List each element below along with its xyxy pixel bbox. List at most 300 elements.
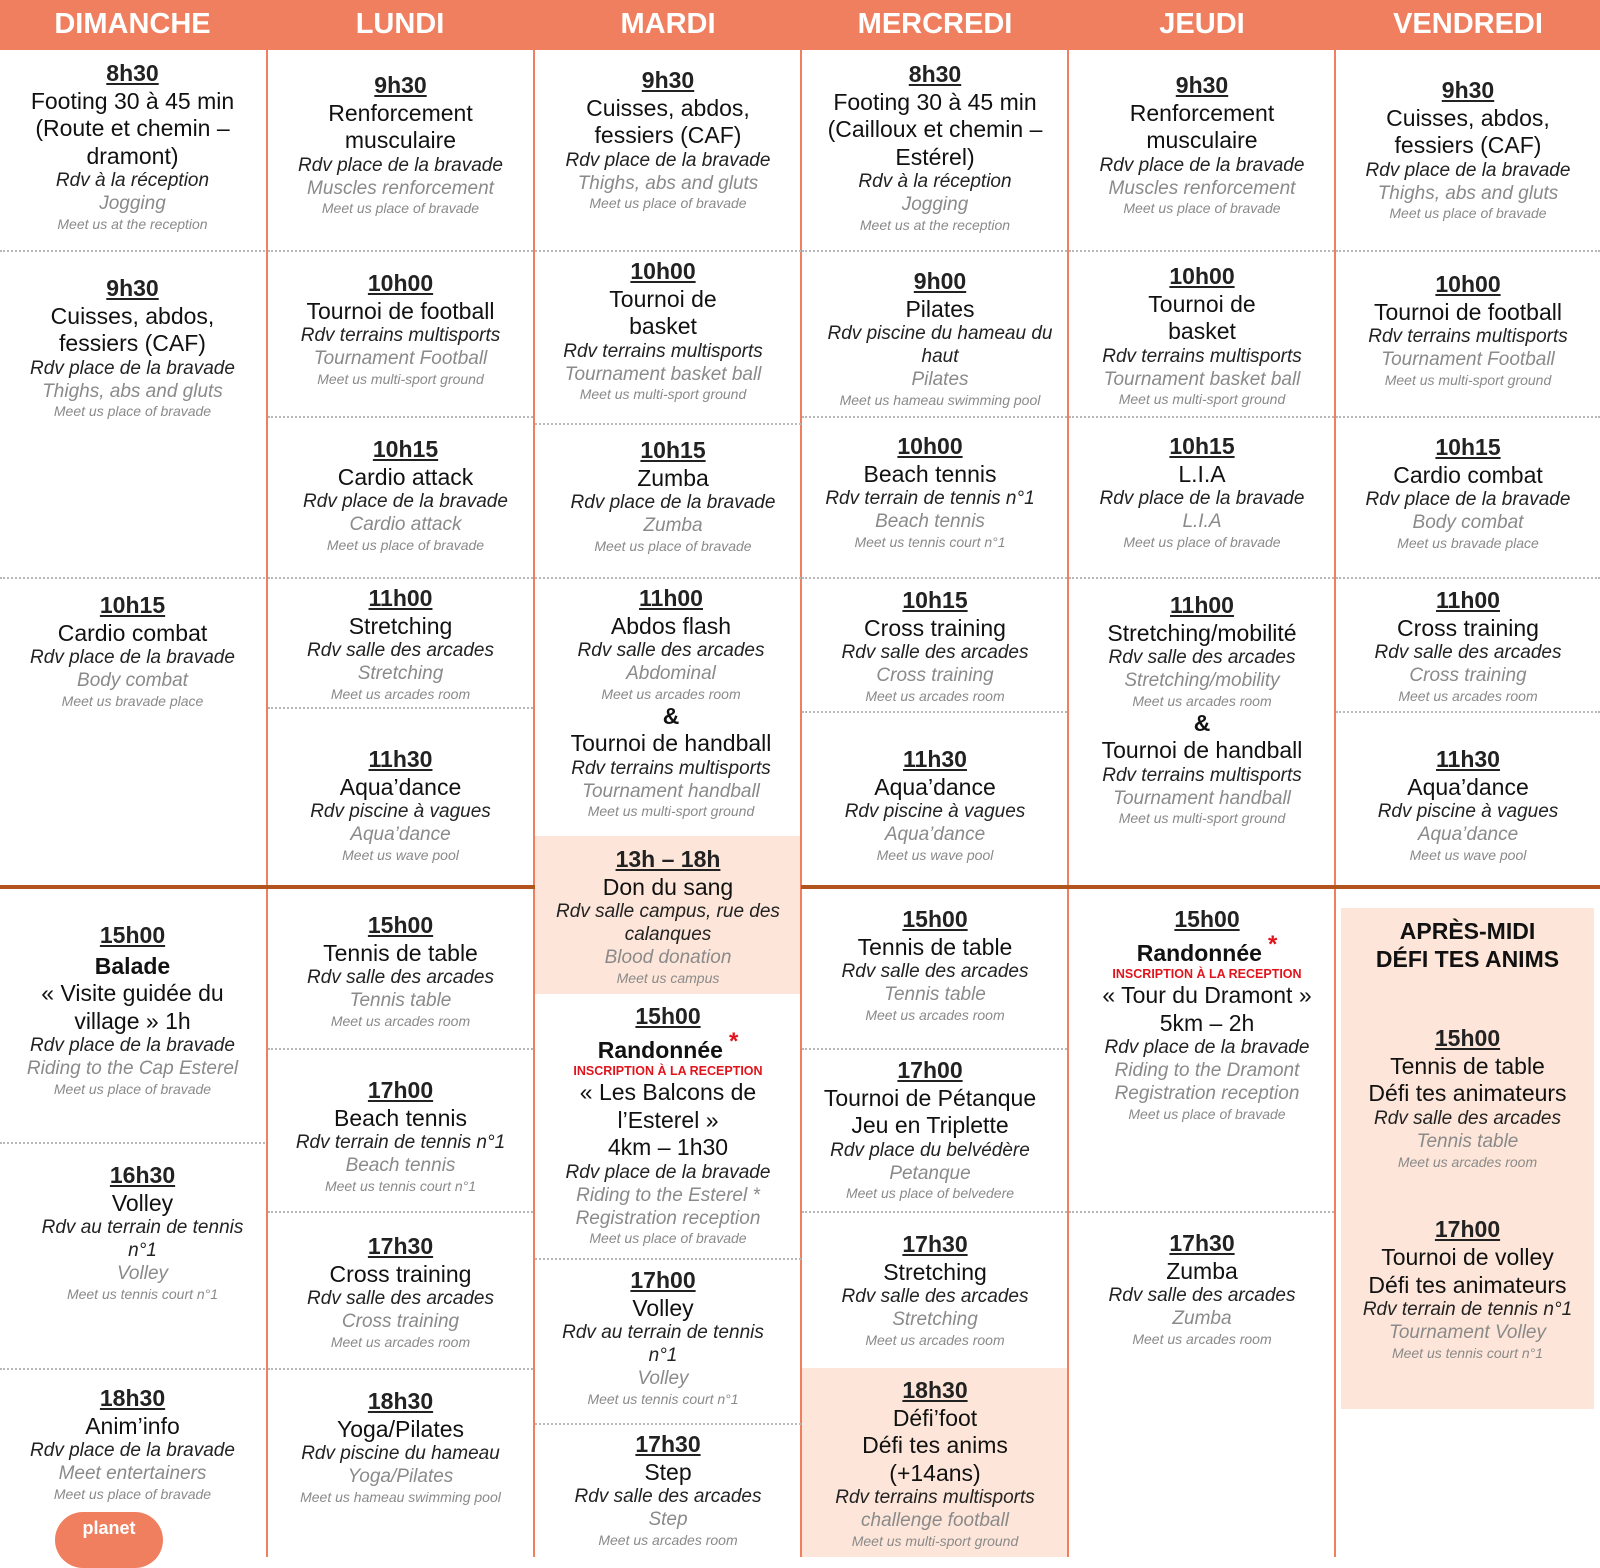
event-title-line: « Les Balcons de	[579, 1079, 757, 1106]
event-meet: Meet us wave pool	[1409, 846, 1527, 863]
event-meet: Meet us place of bravade	[1389, 205, 1547, 222]
event-title-text: Randonnée	[1136, 939, 1262, 966]
event-title: Stretching	[348, 612, 453, 639]
event-english: Aqua’dance	[1417, 823, 1519, 845]
event-english: Body combat	[1412, 511, 1524, 533]
event-english: Tournament Football	[313, 347, 488, 369]
event-rdv-line: n°1	[648, 1344, 678, 1366]
event-time: 17h30	[902, 1231, 968, 1257]
event-title: Aqua’dance	[874, 773, 996, 800]
row-divider	[0, 250, 265, 252]
event-meet: Meet us place of bravade	[1128, 1105, 1286, 1122]
event-meet: Meet us arcades room	[865, 1006, 1005, 1023]
event-english: Thighs, abs and gluts	[1377, 182, 1559, 204]
event-title: Tournoi de handball	[570, 730, 772, 757]
event-meet: Meet us campus	[616, 969, 720, 986]
row-divider	[1069, 250, 1334, 252]
event-english: Tennis table	[884, 983, 986, 1005]
event-cross-training	[802, 587, 1068, 705]
event-title: Volley	[632, 1294, 694, 1321]
event-time: 17h00	[630, 1267, 696, 1293]
day-header-lundi: LUNDI	[355, 8, 445, 40]
event-english: Beach tennis	[875, 510, 985, 532]
row-divider	[268, 577, 533, 579]
event-rdv: Rdv piscine du hameau du	[827, 323, 1053, 345]
event-rdv: Rdv piscine à vagues	[844, 801, 1026, 823]
event-cross-training	[268, 1233, 533, 1351]
event-english: Zumba	[1172, 1307, 1232, 1329]
event-title: L.I.A	[1178, 460, 1226, 487]
event-title: Aqua’dance	[1407, 773, 1529, 800]
event-title: Beach tennis	[863, 460, 997, 487]
event-english: Cross training	[1409, 664, 1527, 686]
event-rdv: Rdv salle des arcades	[1374, 1107, 1561, 1129]
event-time: 9h30	[106, 275, 159, 301]
event-english: Zumba	[643, 514, 703, 536]
event-title: Tournoi de football	[1374, 298, 1562, 325]
event-title: Cross training	[1397, 614, 1539, 641]
event-english: Beach tennis	[345, 1154, 456, 1176]
event-time: 17h30	[367, 1233, 434, 1259]
event-stretching	[802, 1231, 1068, 1349]
event-english: Registration reception	[1114, 1082, 1300, 1104]
day-header-jeudi: JEUDI	[1159, 8, 1245, 40]
event-tennis-table	[802, 906, 1068, 1024]
event-time: 10h15	[1169, 433, 1235, 459]
inscription-notice: INSCRIPTION À LA RECEPTION	[1112, 967, 1302, 982]
event-english: Pilates	[911, 368, 969, 390]
event-rdv: Rdv place de la bravade	[303, 491, 508, 513]
event-rdv: Rdv place de la bravade	[1104, 1037, 1310, 1059]
event-meet: Meet us place of bravade	[53, 1080, 212, 1097]
event-time: 10h15	[99, 592, 166, 618]
event-time: 8h30	[908, 61, 962, 87]
event-rdv: Rdv salle des arcades	[307, 967, 494, 989]
event-meet: Meet us arcades room	[1398, 687, 1538, 704]
event-title: Cross training	[329, 1260, 472, 1287]
event-title-line: (Cailloux et chemin –	[827, 116, 1043, 143]
event-rdv: Rdv terrain de tennis n°1	[295, 1132, 506, 1154]
event-renforcement	[268, 72, 533, 217]
event-cardio-combat	[0, 592, 265, 710]
event-beach-tennis	[797, 433, 1063, 551]
event-stretching	[268, 585, 533, 703]
event-title: Tennis de table	[323, 939, 478, 966]
event-volley	[530, 1267, 796, 1407]
event-rdv: Rdv place de la bravade	[30, 357, 235, 379]
event-don-du-sang	[535, 846, 801, 986]
event-title: Yoga/Pilates	[336, 1415, 465, 1442]
row-divider	[535, 1258, 801, 1260]
event-randonnee	[1074, 906, 1340, 1123]
event-rdv: Rdv salle des arcades	[841, 961, 1029, 983]
event-defi-anims	[1341, 918, 1594, 1362]
event-english: Tennis table	[349, 989, 452, 1011]
event-english: Volley	[637, 1367, 689, 1389]
event-step	[535, 1431, 801, 1549]
event-title-line: Défi tes animateurs	[1368, 1271, 1567, 1298]
event-rdv: Rdv place de la bravade	[1099, 488, 1305, 510]
event-lia	[1069, 433, 1335, 551]
event-english: Stretching	[892, 1308, 978, 1330]
row-divider	[268, 250, 533, 252]
event-caf	[1336, 77, 1600, 222]
event-english: L.I.A	[1182, 510, 1222, 532]
event-english: Tournament handball	[1113, 787, 1291, 809]
event-time: 15h00	[99, 922, 166, 948]
event-time: 11h00	[1170, 592, 1234, 618]
row-divider	[535, 1423, 801, 1425]
event-title: Tennis de table	[1390, 1052, 1545, 1079]
event-title-line: Jeu en Triplette	[851, 1112, 1009, 1139]
event-time: 10h00	[1169, 263, 1235, 289]
event-title: Tournoi de handball	[1101, 737, 1303, 764]
event-meet: Meet us place of bravade	[53, 403, 212, 420]
day-header-vendredi: VENDREDI	[1393, 8, 1543, 40]
event-meet: Meet us multi-sport ground	[587, 803, 755, 820]
event-time: 11h00	[1436, 587, 1500, 613]
event-title-line: fessiers (CAF)	[59, 330, 206, 357]
event-title-line: Défi tes animateurs	[1368, 1080, 1567, 1107]
event-aqua-dance	[268, 746, 533, 864]
row-divider	[0, 1142, 265, 1144]
event-meet: Meet us at the reception	[57, 215, 208, 232]
event-english: challenge football	[861, 1510, 1009, 1532]
row-divider	[268, 707, 533, 709]
event-meet: Meet us arcades room	[1397, 1153, 1538, 1170]
event-meet: Meet us multi-sport ground	[1118, 391, 1286, 408]
event-meet: Meet us tennis court n°1	[854, 533, 1006, 550]
section-heading: DÉFI TES ANIMS	[1375, 945, 1560, 972]
event-rdv: Rdv terrains multisports	[1368, 326, 1568, 348]
event-caf	[535, 67, 801, 212]
row-divider	[1336, 577, 1600, 579]
event-time: 11h30	[903, 746, 967, 772]
event-english: Tournament Football	[1381, 348, 1555, 370]
event-aqua-dance	[1336, 746, 1600, 864]
event-english: Cross training	[876, 664, 994, 686]
event-time: 15h00	[1174, 906, 1240, 932]
event-rdv: Rdv salle des arcades	[841, 1286, 1029, 1308]
event-time: 16h30	[109, 1162, 176, 1188]
event-title-line: (Route et chemin –	[35, 115, 230, 142]
event-title: Défi’foot	[892, 1404, 978, 1431]
event-time: 11h00	[368, 585, 433, 611]
event-meet: Meet us arcades room	[598, 1531, 738, 1548]
event-title: Aqua’dance	[339, 773, 462, 800]
event-meet: Meet us wave pool	[342, 846, 459, 863]
event-anim-info	[0, 1385, 265, 1503]
event-rdv: Rdv à la réception	[55, 170, 210, 192]
event-english: Tournament handball	[582, 780, 760, 802]
event-meet: Meet us tennis court n°1	[324, 1177, 477, 1194]
event-meet: Meet us multi-sport ground	[851, 1532, 1019, 1549]
event-cardio-attack	[273, 436, 538, 554]
event-time: 10h00	[1435, 271, 1501, 297]
event-meet: Meet us multi-sport ground	[579, 386, 747, 403]
event-zumba	[1069, 1230, 1335, 1348]
event-english: Tournament basket ball	[1103, 368, 1301, 390]
event-time: 11h30	[1436, 746, 1500, 772]
event-english: Cross training	[341, 1310, 460, 1332]
event-english: Muscles renforcement	[1108, 177, 1296, 199]
event-title: Cuisses, abdos,	[586, 94, 750, 121]
event-title: Tournoi de	[1148, 290, 1256, 317]
event-rdv: Rdv salle des arcades	[841, 642, 1029, 664]
asterisk-icon: *	[1267, 930, 1278, 958]
event-rdv: Rdv terrains multisports	[571, 757, 771, 779]
event-abdos-handball	[538, 585, 804, 820]
event-caf	[0, 275, 265, 420]
event-meet: Meet us place of bravade	[1123, 200, 1281, 217]
event-meet: Meet us arcades room	[865, 1331, 1005, 1348]
event-time: 9h00	[913, 268, 967, 294]
row-divider	[535, 250, 801, 252]
event-time: 9h30	[1175, 72, 1229, 98]
event-title: Tournoi de Pétanque	[823, 1084, 1037, 1111]
event-title: Balade	[94, 952, 171, 979]
event-time: 17h00	[1434, 1216, 1501, 1243]
event-title: Cardio combat	[1393, 461, 1543, 488]
event-title: Renforcement	[1129, 99, 1275, 126]
event-title: Tennis de table	[857, 933, 1013, 960]
row-divider	[1069, 1211, 1334, 1213]
row-divider	[268, 416, 533, 418]
event-time: 17h00	[367, 1077, 434, 1103]
event-english: Stretching	[357, 662, 444, 684]
row-divider	[268, 1048, 533, 1050]
event-english: Registration reception	[575, 1207, 761, 1229]
day-header-mardi: MARDI	[620, 8, 716, 40]
event-footing	[802, 61, 1068, 234]
event-meet: Meet us place of bravade	[589, 195, 747, 212]
ampersand: &	[662, 702, 680, 729]
row-divider	[1336, 250, 1600, 252]
row-divider	[802, 1211, 1067, 1213]
event-english: Body combat	[77, 669, 188, 691]
event-time: 10h15	[372, 436, 439, 462]
event-meet: Meet us arcades room	[1132, 692, 1272, 709]
event-title-line: dramont)	[86, 142, 179, 169]
event-title-line: l’Esterel »	[617, 1106, 719, 1133]
event-title: Cardio attack	[337, 463, 474, 490]
event-rdv: Rdv à la réception	[858, 171, 1012, 193]
row-divider	[802, 250, 1067, 252]
event-title: Cuisses, abdos,	[50, 302, 215, 329]
event-time: 15h00	[635, 1003, 701, 1029]
row-divider	[1069, 577, 1334, 579]
row-divider	[535, 423, 801, 425]
event-rdv: Rdv place de la bravade	[1365, 489, 1571, 511]
event-renforcement	[1069, 72, 1335, 217]
event-title-text: Randonnée	[597, 1036, 723, 1063]
event-pilates	[807, 268, 1073, 408]
day-header-mercredi: MERCREDI	[857, 8, 1013, 40]
event-meet: Meet us arcades room	[330, 685, 471, 702]
event-footing	[0, 60, 265, 233]
event-meet: Meet us tennis court n°1	[66, 1285, 219, 1302]
event-time: 17h30	[635, 1431, 701, 1457]
event-meet: Meet us tennis court n°1	[587, 1390, 739, 1407]
event-rdv: Rdv salle des arcades	[574, 1486, 762, 1508]
event-randonnee	[535, 1003, 801, 1247]
event-petanque	[797, 1057, 1063, 1202]
event-meet: Meet us tennis court n°1	[1391, 1344, 1544, 1361]
event-rdv: Rdv place de la bravade	[30, 1440, 235, 1462]
event-rdv: Rdv salle des arcades	[1108, 647, 1296, 669]
event-title: Tournoi de	[609, 285, 717, 312]
event-title-line: fessiers (CAF)	[594, 122, 742, 149]
event-title: Zumba	[637, 464, 709, 491]
event-yoga-pilates	[268, 1388, 533, 1506]
event-title-line: village » 1h	[74, 1007, 191, 1034]
event-title: Tournoi de volley	[1381, 1243, 1554, 1270]
event-english: Blood donation	[604, 946, 732, 968]
event-rdv: Rdv place de la bravade	[1365, 159, 1571, 181]
event-rdv: Rdv au terrain de tennis	[562, 1322, 764, 1344]
row-divider	[1069, 416, 1334, 418]
event-rdv: Rdv place de la bravade	[298, 154, 503, 176]
event-time: 15h00	[367, 912, 434, 938]
event-title: Pilates	[905, 295, 975, 322]
event-english: Yoga/Pilates	[347, 1465, 454, 1487]
event-rdv: Rdv salle campus, rue des	[556, 901, 780, 923]
row-divider	[0, 1368, 265, 1370]
event-title: Footing 30 à 45 min	[833, 88, 1037, 115]
event-time: 9h30	[641, 67, 695, 93]
planet-logo-text: planet	[82, 1518, 136, 1538]
ampersand: &	[1193, 709, 1211, 736]
event-title: Tournoi de football	[306, 297, 495, 324]
event-rdv: Rdv piscine du hameau	[301, 1443, 500, 1465]
event-rdv: Rdv salle des arcades	[1108, 1285, 1296, 1307]
event-rdv-line: haut	[921, 345, 959, 367]
event-english: Stretching/mobility	[1124, 669, 1280, 691]
event-duration: 5km – 2h	[1159, 1009, 1255, 1036]
event-meet: Meet us place of bravade	[594, 537, 752, 554]
event-title: Don du sang	[602, 873, 734, 900]
event-time: 10h15	[1435, 434, 1501, 460]
event-title-line: (+14ans)	[889, 1459, 981, 1486]
event-rdv: Rdv terrain de tennis n°1	[1362, 1299, 1573, 1321]
event-rdv: Rdv terrains multisports	[1102, 764, 1302, 786]
event-meet: Meet us bravade place	[61, 692, 204, 709]
row-divider	[0, 577, 265, 579]
event-rdv: Rdv salle des arcades	[307, 1288, 494, 1310]
event-defi-foot	[802, 1377, 1068, 1550]
event-meet: Meet us place of bravade	[326, 536, 485, 553]
event-english: Step	[648, 1508, 688, 1530]
event-english: Thighs, abs and gluts	[42, 380, 223, 402]
event-time: 15h00	[1434, 1025, 1501, 1052]
event-title-line: « Tour du Dramont »	[1102, 982, 1312, 1009]
event-zumba	[540, 437, 806, 555]
event-aqua-dance	[802, 746, 1068, 864]
event-time: 13h – 18h	[615, 846, 721, 872]
event-english: Jogging	[901, 194, 969, 216]
event-english: Aqua’dance	[350, 823, 451, 845]
event-time: 9h30	[1441, 77, 1495, 103]
event-english: Riding to the Dramont	[1114, 1060, 1300, 1082]
event-time: 11h00	[639, 585, 703, 611]
event-title: Volley	[111, 1189, 174, 1216]
event-time: 8h30	[106, 60, 159, 86]
event-time: 17h00	[897, 1057, 963, 1083]
event-english: Volley	[116, 1262, 169, 1284]
event-meet: Meet us place of belvedere	[845, 1185, 1015, 1202]
row-divider	[268, 1368, 533, 1370]
event-rdv: Rdv terrains multisports	[563, 340, 763, 362]
event-time: 9h30	[374, 72, 427, 98]
event-rdv: Rdv terrains multisports	[1102, 345, 1302, 367]
event-meet: Meet us place of bravade	[589, 1230, 747, 1247]
event-time: 10h00	[897, 433, 963, 459]
event-rdv: Rdv place du belvédère	[830, 1139, 1030, 1161]
event-meet: Meet us arcades room	[601, 685, 741, 702]
event-rdv: Rdv piscine à vagues	[310, 801, 491, 823]
asterisk-icon: *	[728, 1027, 739, 1055]
event-time: 10h00	[630, 258, 696, 284]
event-time: 10h15	[902, 587, 968, 613]
section-heading: APRÈS-MIDI	[1399, 918, 1536, 944]
event-english: Riding to the Esterel *	[576, 1184, 760, 1206]
event-title-line: basket	[629, 313, 697, 340]
event-rdv: Rdv salle des arcades	[307, 640, 494, 662]
event-duration: 4km – 1h30	[607, 1134, 729, 1161]
event-time: 10h15	[640, 437, 706, 463]
event-english: Thighs, abs and gluts	[577, 172, 759, 194]
event-rdv-line: n°1	[128, 1239, 157, 1261]
event-rdv: Rdv terrains multisports	[300, 325, 501, 347]
event-time: 18h30	[902, 1377, 968, 1403]
row-divider	[1336, 416, 1600, 418]
event-meet: Meet us place of bravade	[53, 1485, 212, 1502]
event-basket	[530, 258, 796, 403]
event-english: Petanque	[889, 1162, 971, 1184]
event-rdv: Rdv au terrain de tennis	[41, 1217, 244, 1239]
event-rdv: Rdv place de la bravade	[565, 1161, 771, 1183]
event-rdv: Rdv place de la bravade	[30, 647, 235, 669]
event-time: 10h00	[367, 270, 434, 296]
event-stretching-handball	[1069, 592, 1335, 827]
midday-separator	[801, 885, 1600, 889]
event-title: Zumba	[1166, 1257, 1238, 1284]
event-title: Beach tennis	[334, 1104, 467, 1131]
event-time: 17h30	[1169, 1230, 1235, 1256]
event-rdv: Rdv terrain de tennis n°1	[825, 488, 1035, 510]
event-english: Tennis table	[1416, 1130, 1519, 1152]
event-english: Tournament basket ball	[564, 363, 762, 385]
event-meet: Meet us at the reception	[859, 216, 1011, 233]
event-balade	[0, 922, 265, 1098]
event-tennis-table	[268, 912, 533, 1030]
row-divider	[802, 711, 1067, 713]
event-football	[1336, 271, 1600, 389]
event-meet: Meet us bravade place	[1397, 534, 1539, 551]
day-header-dimanche: DIMANCHE	[54, 8, 211, 40]
event-time: 15h00	[902, 906, 968, 932]
event-title-line: fessiers (CAF)	[1394, 132, 1542, 159]
row-divider	[802, 416, 1067, 418]
event-title: Anim’info	[85, 1412, 180, 1439]
event-meet: Meet us place of bravade	[321, 200, 480, 217]
event-title	[1074, 930, 1340, 968]
event-rdv: Rdv terrains multisports	[835, 1487, 1035, 1509]
event-meet: Meet us arcades room	[330, 1012, 471, 1029]
event-basket	[1069, 263, 1335, 408]
event-football	[268, 270, 533, 388]
event-rdv: Rdv piscine à vagues	[1377, 801, 1559, 823]
